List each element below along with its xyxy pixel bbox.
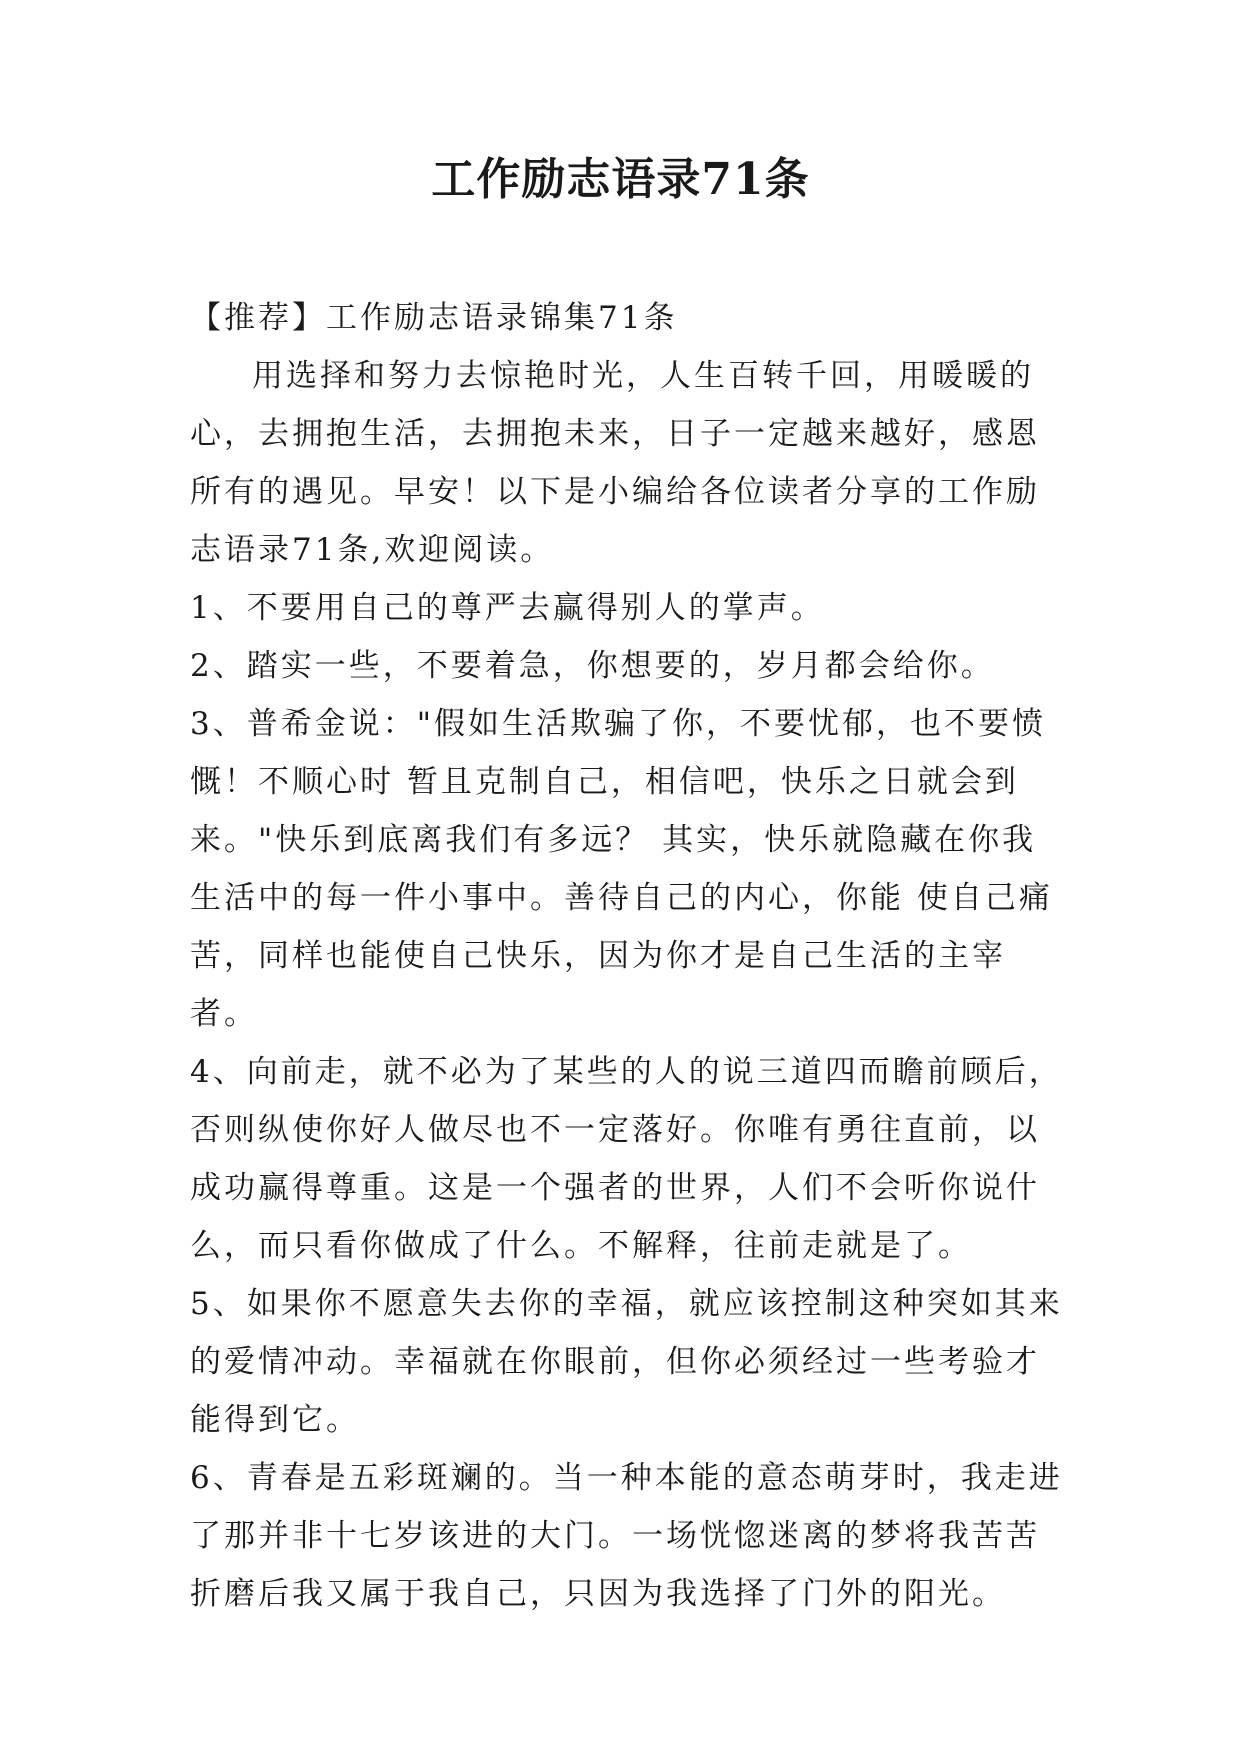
quote-item-1: 1、不要用自己的尊严去赢得别人的掌声。 bbox=[190, 590, 825, 626]
document-body bbox=[190, 289, 1070, 1623]
quote-item-4: 4、向前走，就不必为了某些的人的说三道四而瞻前顾后，否则纵使你好人做尽也不一定落好。你唯有勇往直前，以成功赢得尊重。这是一个强者的世界，人们不会听你说什么，而只看你做成了什么。不解释，往前走就是了。 bbox=[190, 1054, 1063, 1264]
subtitle-line: 【推荐】工作励志语录锦集71条 bbox=[190, 300, 678, 336]
quote-item-6: 6、青春是五彩斑斓的。当一种本能的意态萌芽时，我走进了那并非十七岁该进的大门。一场恍惚迷离的梦将我苦苦折磨后我又属于我自己，只因为我选择了门外的阳光。 bbox=[190, 1460, 1063, 1612]
document-title: 工作励志语录71条 bbox=[431, 154, 810, 205]
quote-item-2: 2、踏实一些，不要着急，你想要的，岁月都会给你。 bbox=[190, 648, 995, 684]
intro-paragraph: 用选择和努力去惊艳时光，人生百转千回，用暖暖的心，去拥抱生活，去拥抱未来，日子一定越来越好，感恩所有的遇见。早安！以下是小编给各位读者分享的工作励志语录71条,欢迎阅读。 bbox=[190, 358, 1040, 568]
quote-item-3: 3、普希金说："假如生活欺骗了你，不要忧郁，也不要愤慨！不顺心时 暂且克制自己，相信吧，快乐之日就会到来。"快乐到底离我们有多远？ 其实，快乐就隐藏在你我生活中的每一件小事中。善待自己的内心，你能 使自己痛苦，同样也能使自己快乐，因为你才是自己生活的主宰者。 bbox=[190, 706, 1053, 1032]
quote-item-5: 5、如果你不愿意失去你的幸福，就应该控制这种突如其来的爱情冲动。幸福就在你眼前，但你必须经过一些考验才能得到它。 bbox=[190, 1286, 1063, 1438]
